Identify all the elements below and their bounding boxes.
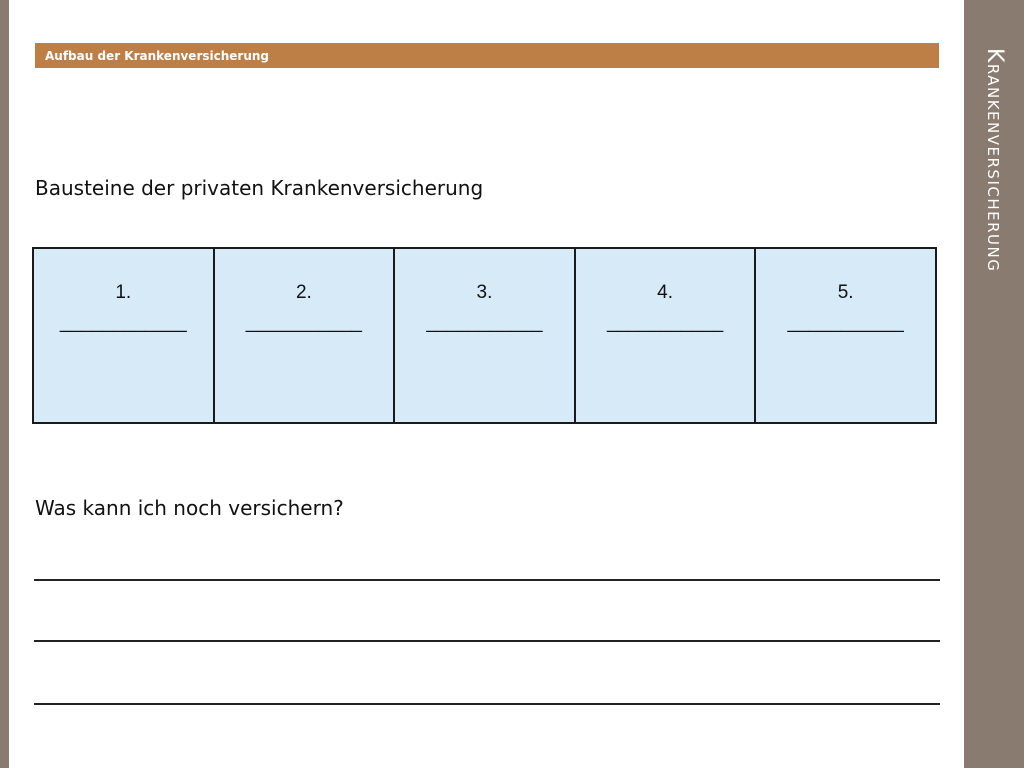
answer-line-1 — [34, 579, 940, 581]
block-number: 1. — [115, 282, 132, 303]
answer-line-3 — [34, 703, 940, 705]
block-blank-line: ___________ — [245, 312, 363, 333]
block-blank-line: ___________ — [606, 312, 724, 333]
block-cell-1 — [34, 249, 215, 422]
block-cell-5 — [756, 249, 935, 422]
side-title: Krankenversicherung — [982, 48, 1007, 273]
block-cell-3 — [395, 249, 576, 422]
section-subtitle: Bausteine der privaten Krankenversicherung — [35, 176, 484, 200]
left-accent-strip — [0, 0, 9, 768]
building-blocks-table — [32, 247, 937, 424]
block-number: 3. — [476, 282, 493, 303]
block-blank-line: ___________ — [426, 312, 543, 333]
block-cell-2 — [215, 249, 396, 422]
block-blank-line: ____________ — [59, 312, 187, 333]
question-text: Was kann ich noch versichern? — [35, 496, 344, 520]
block-number: 2. — [295, 282, 312, 303]
block-number: 5. — [837, 282, 854, 303]
answer-line-2 — [34, 640, 940, 642]
block-number: 4. — [657, 282, 673, 303]
header-title: Aufbau der Krankenversicherung — [45, 48, 270, 63]
header-bar — [35, 43, 939, 68]
block-cell-4 — [576, 249, 757, 422]
block-blank-line: ___________ — [787, 312, 904, 333]
